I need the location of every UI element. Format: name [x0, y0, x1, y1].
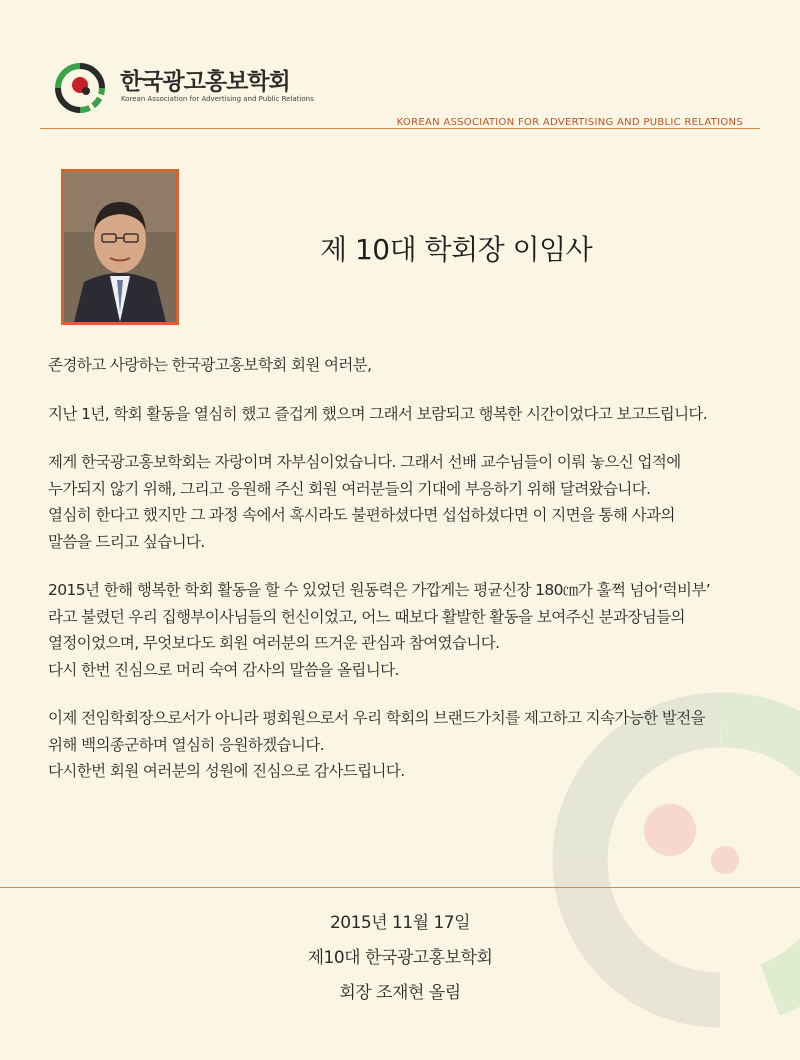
- signature-org: 제10대 한국광고홍보학회: [307, 948, 493, 968]
- greeting: 존경하고 사랑하는 한국광고홍보학회 회원 여러분,: [48, 356, 372, 374]
- org-name-english: Korean Association for Advertising and Public Relations: [121, 95, 314, 103]
- paragraph-line: 열정이었으며, 무엇보다도 회원 여러분의 뜨거운 관심과 참여였습니다.: [48, 634, 500, 652]
- paragraph-line: 라고 불렸던 우리 집행부이사님들의 헌신이었고, 어느 때보다 활발한 활동을 보여주신 분과장님들의: [48, 607, 685, 626]
- association-logo-icon: [50, 58, 110, 118]
- signature-date: 2015년 11월 17일: [329, 913, 471, 933]
- paragraph-line: 이제 전임학회장으로서가 아니라 평회원으로서 우리 학회의 브랜드가치를 제고하고 지속가능한 발전을: [48, 709, 705, 727]
- paragraph-line: 위해 백의종군하며 열심히 응원하겠습니다.: [48, 735, 325, 754]
- header-caption: KOREAN ASSOCIATION FOR ADVERTISING AND PUBLIC RELATIONS: [396, 117, 743, 128]
- paragraph-4: [48, 705, 768, 785]
- letter-body: [48, 352, 768, 807]
- page-title: 제 10대 학회장 이임사: [320, 233, 593, 266]
- portrait-image: [64, 172, 176, 322]
- paragraph-line: 2015년 한해 행복한 학회 활동을 할 수 있었던 원동력은 가깝게는 평균신장 180㎝가 훌쩍 넘어‘럭비부’: [48, 581, 711, 599]
- paragraph-line: 열심히 한다고 했지만 그 과정 속에서 혹시라도 불편하셨다면 섭섭하셨다면 이 지면을 통해 사과의: [48, 506, 675, 524]
- paragraph-line: 제게 한국광고홍보학회는 자랑이며 자부심이었습니다. 그래서 선배 교수님들이 이뤄 놓으신 업적에: [48, 453, 681, 471]
- paragraph-line: 말씀을 드리고 싶습니다.: [48, 532, 205, 551]
- paragraph-2: [48, 449, 768, 555]
- paragraph-line: 누가되지 않기 위해, 그리고 응원해 주신 회원 여러분들의 기대에 부응하기 위해 달려왔습니다.: [48, 479, 651, 498]
- paragraph-line: 다시 한번 진심으로 머리 숙여 감사의 말씀을 올립니다.: [48, 660, 399, 679]
- signature-signer: 회장 조재현 올림: [339, 983, 461, 1003]
- paragraph-3: [48, 577, 768, 683]
- president-portrait: [61, 169, 179, 325]
- paragraph-1: 지난 1년, 학회 활동을 열심히 했고 즐겁게 했으며 그래서 보람되고 행복한 시간이었다고 보고드립니다.: [48, 404, 708, 423]
- org-name: 한국광고홍보학회: [120, 69, 290, 95]
- footer-divider: [0, 887, 800, 888]
- header-divider: [40, 128, 760, 129]
- paragraph-line: 다시한번 회원 여러분의 성원에 진심으로 감사드립니다.: [48, 762, 405, 780]
